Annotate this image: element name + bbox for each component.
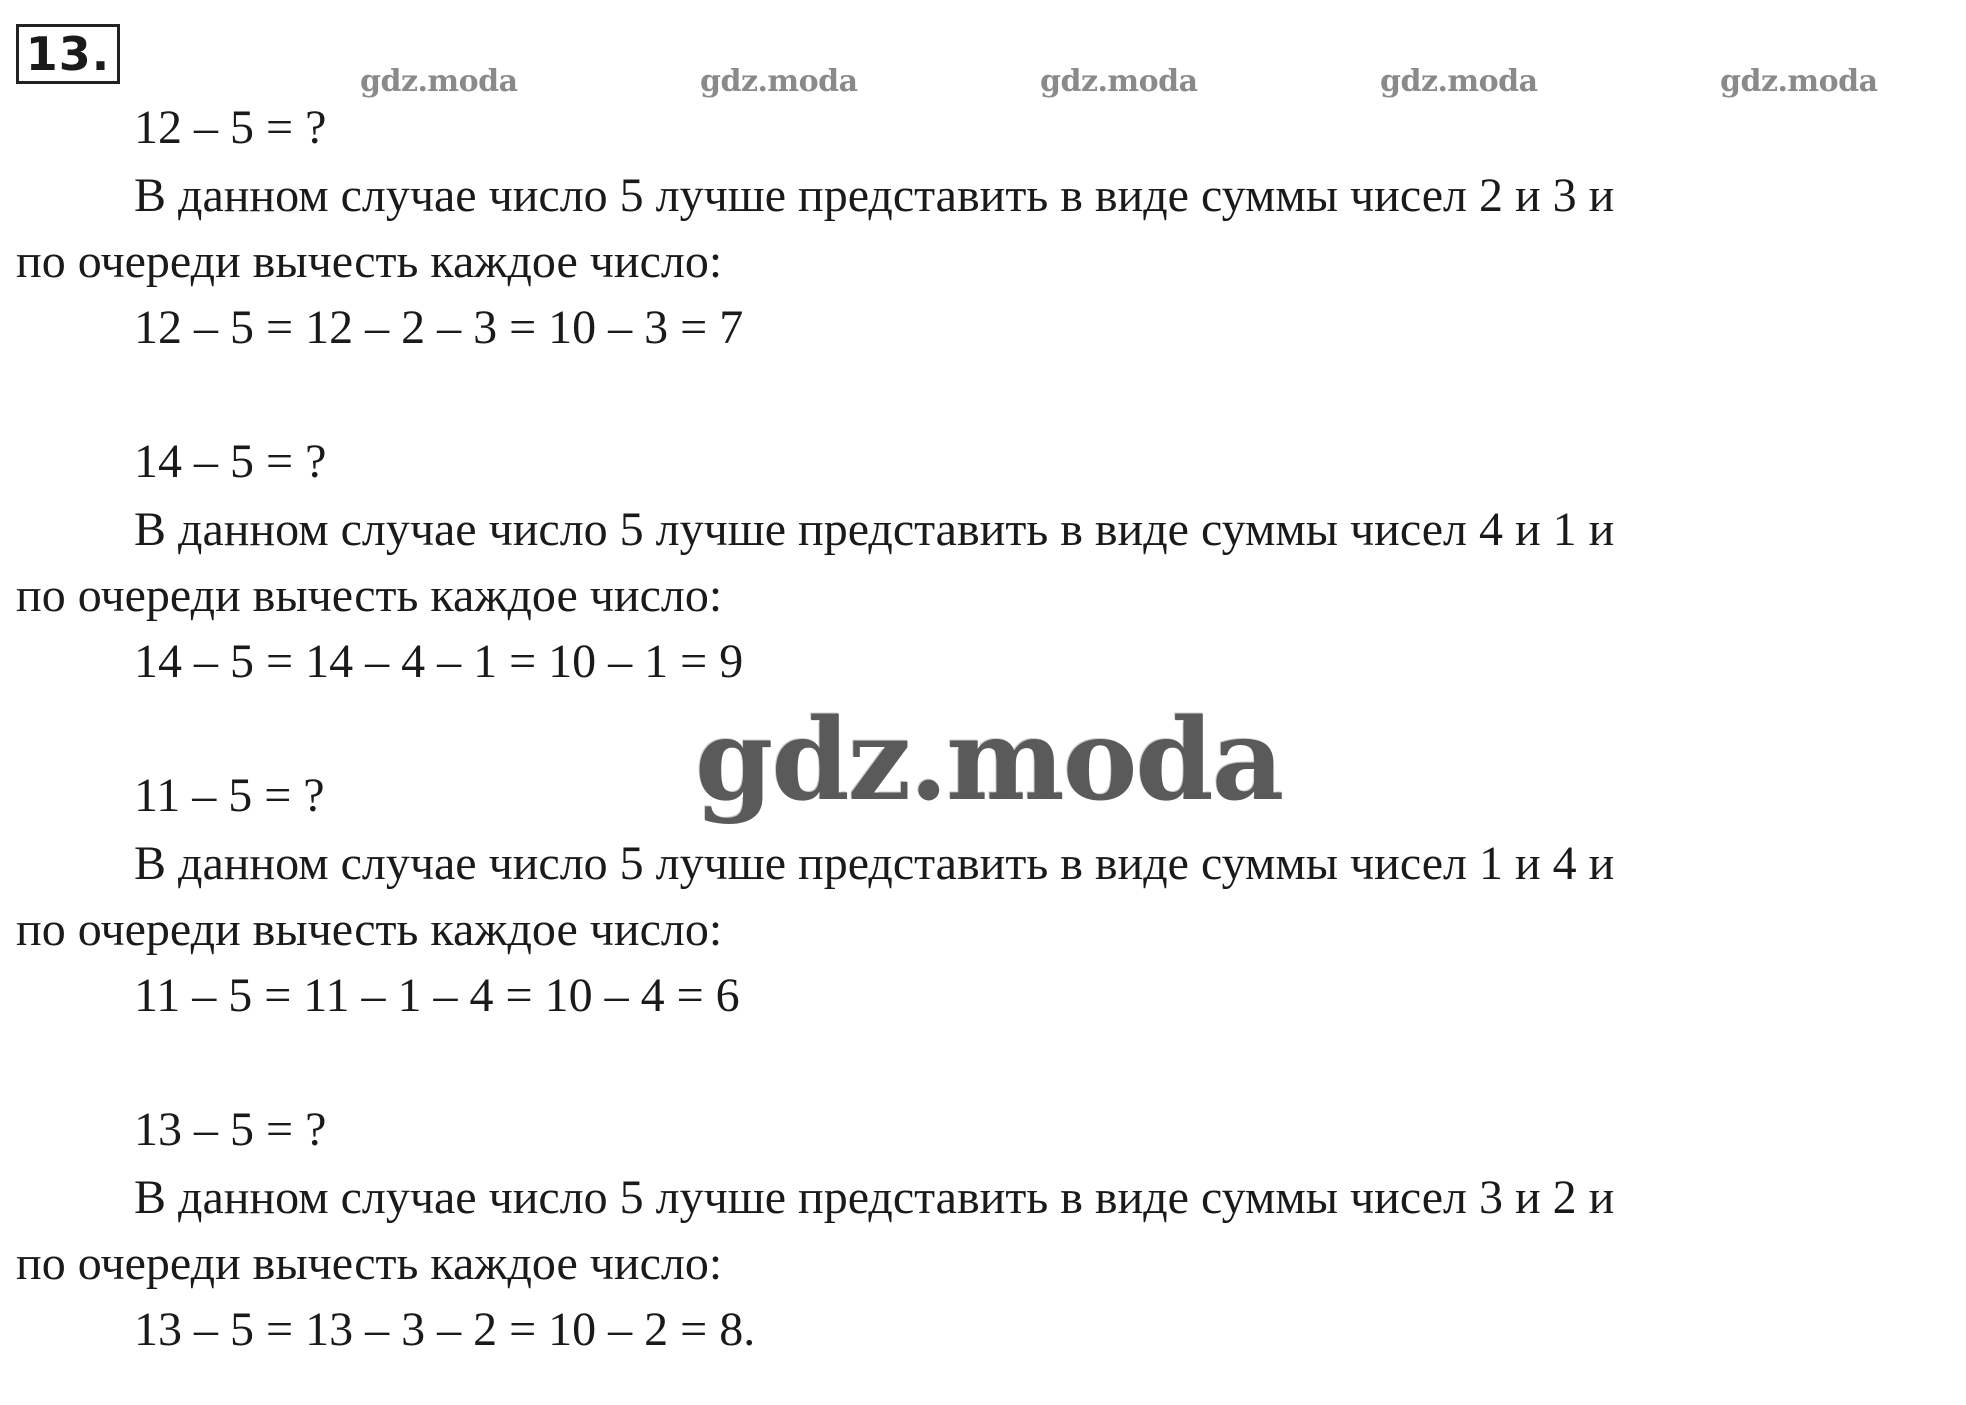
question-line: 11 – 5 = ? xyxy=(134,769,325,822)
explanation-line: по очереди вычесть каждое число: xyxy=(16,569,723,622)
solution-line: 13 – 5 = 13 – 3 – 2 = 10 – 2 = 8. xyxy=(134,1303,756,1356)
question-line: 13 – 5 = ? xyxy=(134,1103,327,1156)
explanation-line: по очереди вычесть каждое число: xyxy=(16,235,723,288)
explanation-line: В данном случае число 5 лучше представить в виде суммы чисел 1 и 4 и xyxy=(134,837,1615,890)
watermark-text: gdz.moda xyxy=(700,64,858,99)
watermark-text: gdz.moda xyxy=(1720,64,1878,99)
watermark-text: gdz.moda xyxy=(1380,64,1538,99)
watermark-large: gdz.moda xyxy=(695,695,1283,826)
solution-line: 14 – 5 = 14 – 4 – 1 = 10 – 1 = 9 xyxy=(134,635,744,688)
solution-line: 12 – 5 = 12 – 2 – 3 = 10 – 3 = 7 xyxy=(134,301,744,354)
explanation-line: по очереди вычесть каждое число: xyxy=(16,1237,723,1290)
explanation-line: по очереди вычесть каждое число: xyxy=(16,903,723,956)
watermark-text: gdz.moda xyxy=(360,64,518,99)
explanation-line: В данном случае число 5 лучше представить в виде суммы чисел 2 и 3 и xyxy=(134,169,1615,222)
watermark-text: gdz.moda xyxy=(1040,64,1198,99)
solution-line: 11 – 5 = 11 – 1 – 4 = 10 – 4 = 6 xyxy=(134,969,740,1022)
question-line: 14 – 5 = ? xyxy=(134,435,327,488)
explanation-line: В данном случае число 5 лучше представить в виде суммы чисел 3 и 2 и xyxy=(134,1171,1615,1224)
task-number-box: 13. xyxy=(16,24,120,84)
explanation-line: В данном случае число 5 лучше представить в виде суммы чисел 4 и 1 и xyxy=(134,503,1615,556)
question-line: 12 – 5 = ? xyxy=(134,101,327,154)
